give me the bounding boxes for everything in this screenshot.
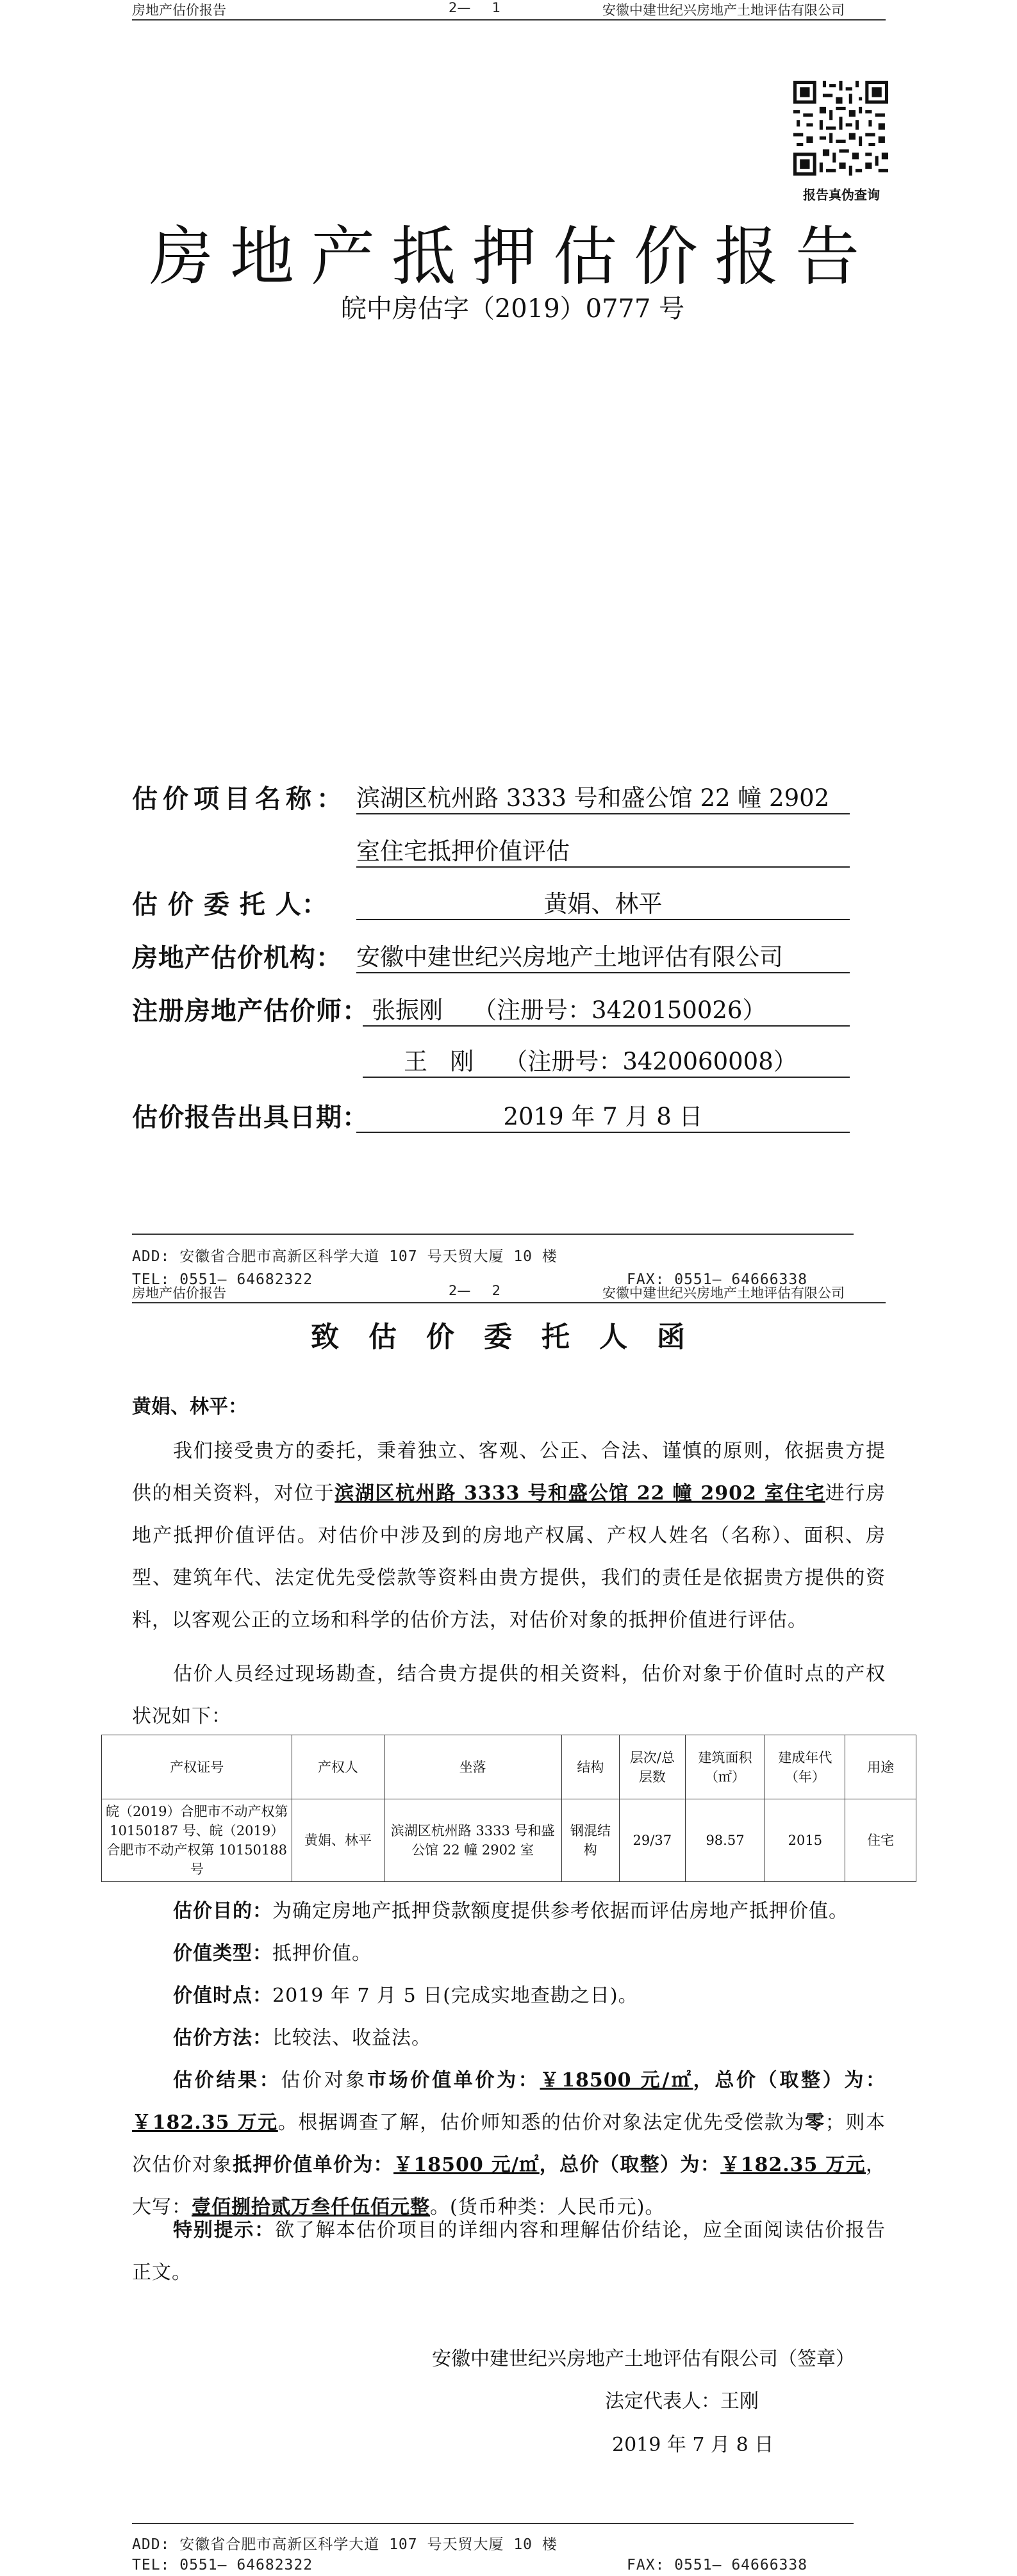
note-label: 特别提示：: [173, 2219, 275, 2242]
property-table: [101, 1735, 916, 1882]
intro-text-c: 进行房地产抵押价值评估。对估价中涉及到的房地产权属、产权人姓名（名称）、面积、房型、建筑年代、法定优先受偿款等资料由贵方提供，我们的责任是依据贵方提供的资料，以客观公正的立场和科学的估价方法，对估价对象的抵押价值进行评估。: [132, 1482, 886, 1631]
footer-rule: [132, 1234, 854, 1235]
method-text: 比较法、收益法。: [272, 2027, 431, 2049]
mortgage-total-label: ，总价（取整）为：: [539, 2154, 721, 2176]
table-header-cell: 层次/总层数: [620, 1735, 686, 1799]
table-header-cell: 坐落: [384, 1735, 561, 1799]
project-name-value-line2: 室住宅抵押价值评估: [356, 832, 850, 868]
amount-in-words: 壹佰捌拾贰万叁仟伍佰元整: [192, 2196, 430, 2218]
table-header-cell: 结构: [561, 1735, 619, 1799]
purpose-line: [132, 1890, 886, 1933]
table-header-cell: 产权人: [292, 1735, 384, 1799]
appraiser-2-value: 王 刚 （注册号：3420060008）: [363, 1042, 850, 1078]
purpose-text: 为确定房地产抵押贷款额度提供参考依据而评估房地产抵押价值。: [272, 1900, 848, 1922]
table-header-cell: 用途: [845, 1735, 916, 1799]
agency-label: 房地产估价机构：: [132, 943, 342, 973]
value-type-text: 抵押价值。: [272, 1942, 372, 1965]
table-cell: 黄娟、林平: [292, 1799, 384, 1882]
qr-caption: 报告真伪查询: [803, 187, 880, 202]
legal-representative: 法定代表人：王刚: [605, 2390, 759, 2413]
note-text: 欲了解本估价项目的详细内容和理解估价结论，应全面阅读估价报告正文。: [132, 2219, 886, 2284]
table-cell: 皖（2019）合肥市不动产权第 10150187 号、皖（2019）合肥市不动产权第 10150188 号: [102, 1799, 292, 1882]
mortgage-unit-label: 抵押价值单价为：: [232, 2154, 394, 2176]
footer-address: ADD: 安徽省合肥市高新区科学大道 107 号天贸大厦 10 楼: [132, 1248, 558, 1265]
table-header-cell: 建筑面积（㎡）: [685, 1735, 765, 1799]
intro-text-a: 我们接受贵方的委托，秉着独立、客观、公正、合法、谨慎的原则，依据贵方提供的相关资料，对位于: [132, 1440, 886, 1505]
appraiser-label: 注册房地产估价师：: [132, 996, 368, 1026]
table-header-cell: 产权证号: [102, 1735, 292, 1799]
table-header-cell: 建成年代（年）: [765, 1735, 845, 1799]
agency-value: 安徽中建世纪兴房地产土地评估有限公司: [356, 937, 850, 973]
table-cell: 钢混结构: [561, 1799, 619, 1882]
table-cell: 滨湖区杭州路 3333 号和盛公馆 22 幢 2902 室: [384, 1799, 561, 1882]
project-name-label: 估价项目名称：: [132, 784, 347, 814]
property-address: 滨湖区杭州路 3333 号和盛公馆 22 幢 2902 室住宅: [335, 1482, 825, 1505]
header-rule: [132, 19, 886, 21]
letter-title: 致估价委托人函: [311, 1321, 715, 1353]
result-text: ，大写：: [132, 2154, 886, 2218]
market-unit-label: 市场价值单价为：: [367, 2069, 540, 2092]
result-label: 估价结果：: [173, 2069, 281, 2092]
market-total-price: ￥182.35 万元: [132, 2111, 278, 2134]
value-date-text: 2019 年 7 月 5 日(完成实地查勘之日)。: [272, 1985, 638, 2007]
intro-paragraph: [132, 1430, 886, 1642]
table-cell: 98.57: [685, 1799, 765, 1882]
note-paragraph: [132, 2209, 886, 2294]
issue-date-value: 2019 年 7 月 8 日: [356, 1097, 850, 1133]
market-total-label: ，总价（取整）为：: [693, 2069, 886, 2092]
footer-address: ADD: 安徽省合肥市高新区科学大道 107 号天贸大厦 10 楼: [132, 2536, 558, 2553]
header-left: 房地产估价报告: [132, 1285, 226, 1301]
header-page-number: 2— 2: [449, 1283, 501, 1298]
result-text: ；则本次估价对象: [132, 2111, 886, 2176]
header-left: 房地产估价报告: [132, 3, 226, 18]
priority-payment: 零: [805, 2111, 825, 2134]
market-unit-price: ￥18500 元/㎡: [540, 2069, 693, 2092]
mortgage-total-price: ￥182.35 万元: [720, 2154, 866, 2176]
table-cell: 29/37: [620, 1799, 686, 1882]
method-label: 估价方法：: [173, 2027, 272, 2049]
mortgage-unit-price: ￥18500 元/㎡: [393, 2154, 540, 2176]
footer-fax: FAX: 0551— 64666338: [627, 1271, 808, 1288]
client-label: 估 价 委 托 人：: [132, 889, 328, 920]
footer-tel: TEL: 0551— 64682322: [132, 2557, 313, 2573]
report-title: 房地产抵押估价报告: [149, 219, 876, 294]
header-page-number: 2— 1: [449, 0, 501, 15]
report-number: 皖中房估字（2019）0777 号: [340, 294, 685, 324]
result-text: 估价对象: [281, 2069, 368, 2092]
header-right: 安徽中建世纪兴房地产土地评估有限公司: [602, 1285, 845, 1301]
table-header-row: [102, 1735, 916, 1799]
result-text: 。(货币种类：人民币元)。: [430, 2196, 665, 2218]
issue-date-label: 估价报告出具日期：: [132, 1102, 368, 1132]
footer-tel: TEL: 0551— 64682322: [132, 1271, 313, 1288]
purpose-label: 估价目的：: [173, 1900, 272, 1922]
result-text: 。根据调查了解，估价师知悉的估价对象法定优先受偿款为: [277, 2111, 806, 2134]
footer-rule: [132, 2523, 854, 2524]
value-date-label: 价值时点：: [173, 1985, 272, 2007]
value-type-line: [132, 1933, 886, 1975]
value-date-line: [132, 1975, 886, 2017]
signature-date: 2019 年 7 月 8 日: [612, 2434, 774, 2456]
appraiser-1-value: 张振刚 （注册号：3420150026）: [363, 991, 850, 1027]
header-right: 安徽中建世纪兴房地产土地评估有限公司: [602, 3, 845, 18]
table-cell: 2015: [765, 1799, 845, 1882]
result-paragraph: [132, 2060, 886, 2229]
method-line: [132, 2017, 886, 2060]
salutation: 黄娟、林平：: [132, 1396, 247, 1418]
header-rule: [132, 1302, 886, 1303]
value-type-label: 价值类型：: [173, 1942, 272, 1965]
signature-company: 安徽中建世纪兴房地产土地评估有限公司（签章）: [432, 2348, 855, 2370]
footer-fax: FAX: 0551— 64666338: [627, 2557, 808, 2573]
survey-paragraph: 估价人员经过现场勘查，结合贵方提供的相关资料，估价对象于价值时点的产权状况如下：: [132, 1663, 886, 1728]
qr-code-icon: [793, 81, 888, 176]
project-name-value-line1: 滨湖区杭州路 3333 号和盛公馆 22 幢 2902: [356, 779, 850, 814]
table-cell: 住宅: [845, 1799, 916, 1882]
table-row: [102, 1799, 916, 1882]
client-value: 黄娟、林平: [356, 884, 850, 920]
